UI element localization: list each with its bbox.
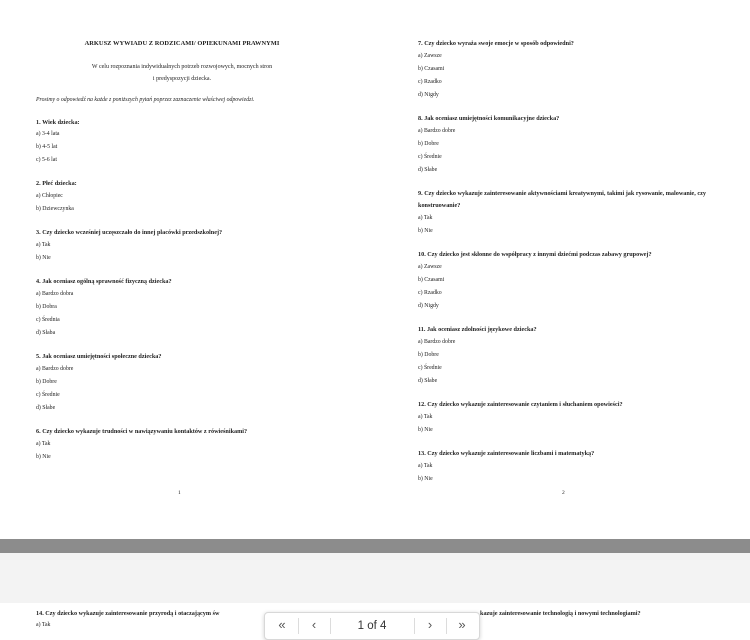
answer-option: b) Dziewczynka [36,206,74,212]
question-1: 1. Wiek dziecka: [36,119,80,126]
question-13: 13. Czy dziecko wykazuje zainteresowanie liczbami i matematyką? [418,450,595,457]
intro-line-1: W celu rozpoznania indywidualnych potrzeb rozwojowych, mocnych stron [91,64,273,70]
answer-option: b) Nie [36,454,51,460]
document-page-1 [0,0,374,540]
intro-text [60,61,304,85]
question-8: 8. Jak oceniasz umiejętności komunikacyjne dziecka? [418,115,560,122]
answer-option: b) Dobre [36,379,57,385]
answer-option: a) Tak [36,441,51,447]
answer-option: b) Nie [36,255,51,261]
answer-option: d) Nigdy [418,92,439,98]
answer-option: b) Czasami [418,66,445,72]
answer-option: b) Nie [418,228,433,234]
answer-option: b) Dobra [36,304,57,310]
question-3: 3. Czy dziecko wcześniej uczęszczało do innej placówki przedszkolnej? [36,229,223,236]
answer-option: a) Zawsze [418,53,442,59]
document-page-2 [376,0,750,540]
page-navigation-toolbar [264,612,480,640]
answer-option: d) Słabe [418,167,438,173]
answer-option: a) Zawsze [418,264,442,270]
viewer-background [0,553,750,603]
document-title: ARKUSZ WYWIADU Z RODZICAMI/ OPIEKUNAMI PRAWNYMI [84,40,280,47]
answer-option: a) Tak [36,242,51,248]
answer-option: a) Bardzo dobre [418,339,456,345]
question-5: 5. Jak oceniasz umiejętności społeczne dziecka? [36,353,162,360]
answer-option: b) 4-5 lat [36,144,58,150]
answer-option: d) Nigdy [418,303,439,309]
answer-option: a) Bardzo dobre [418,128,456,134]
answer-option: a) 3-4 lata [36,131,60,137]
question-2: 2. Płeć dziecka: [36,180,77,187]
answer-option: a) Bardzo dobre [36,366,74,372]
question-11: 11. Jak oceniasz zdolności językowe dziecka? [418,326,537,333]
answer-option: d) Słabe [418,378,438,384]
question-7: 7. Czy dziecko wyraża swoje emocje w sposób odpowiedni? [418,40,574,47]
question-6: 6. Czy dziecko wykazuje trudności w nawiązywaniu kontaktów z rówieśnikami? [36,428,248,435]
question-9: 9. Czy dziecko wykazuje zainteresowanie aktywnościami kreatywnymi, takimi jak rysowanie, malowanie, czy konstruowanie? [418,190,706,209]
answer-option: b) Dobre [418,141,439,147]
answer-option: a) Bardzo dobra [36,291,74,297]
answer-option: a) Tak [418,463,433,469]
answer-option: c) Średnia [36,317,60,323]
answer-option: b) Dobre [418,352,439,358]
answer-option: c) Średnie [36,392,60,398]
answer-option: c) Rzadko [418,290,442,296]
question-4: 4. Jak oceniasz ogólną sprawność fizyczną dziecka? [36,278,172,285]
answer-option: c) 5-6 lat [36,157,57,163]
question-12: 12. Czy dziecko wykazuje zainteresowanie czytaniem i słuchaniem opowieści? [418,401,623,408]
answer-option: c) Średnie [418,154,442,160]
answer-option: a) Chłopiec [36,193,63,199]
answer-option: d) Słaba [36,330,56,336]
page-number: 1 [178,490,181,496]
answer-option: b) Czasami [418,277,445,283]
intro-line-2: i predyspozycji dziecka. [152,76,212,82]
first-page-button[interactable]: « [278,617,286,632]
answer-option: a) Tak [418,414,433,420]
answer-option: b) Nie [418,476,433,482]
next-page-button[interactable]: › [427,617,433,632]
answer-option: d) Słabe [36,405,56,411]
answer-option: a) Tak [36,622,51,628]
answer-option: a) Tak [418,215,433,221]
question-10: 10. Czy dziecko jest skłonne do współpracy z innymi dziećmi podczas zabawy grupowej? [418,251,652,258]
previous-page-button[interactable]: ‹ [311,617,317,632]
answer-option: c) Rzadko [418,79,442,85]
page-indicator: 1 of 4 [357,620,387,632]
answer-option: c) Średnie [418,365,442,371]
page-gap [0,539,750,553]
question-14: 14. Czy dziecko wykazuje zainteresowanie przyrodą i otaczającym św [36,610,220,617]
answer-option: b) Nie [418,427,433,433]
page-number: 2 [562,490,565,496]
last-page-button[interactable]: » [458,617,466,632]
question-15-fragment: kazuje zainteresowanie technologią i nowymi technologiami? [480,610,641,617]
instruction-text: Prosimy o odpowiedź na każde z poniższych pytań poprzez zaznaczenie właściwej odpowiedzi. [36,97,255,103]
